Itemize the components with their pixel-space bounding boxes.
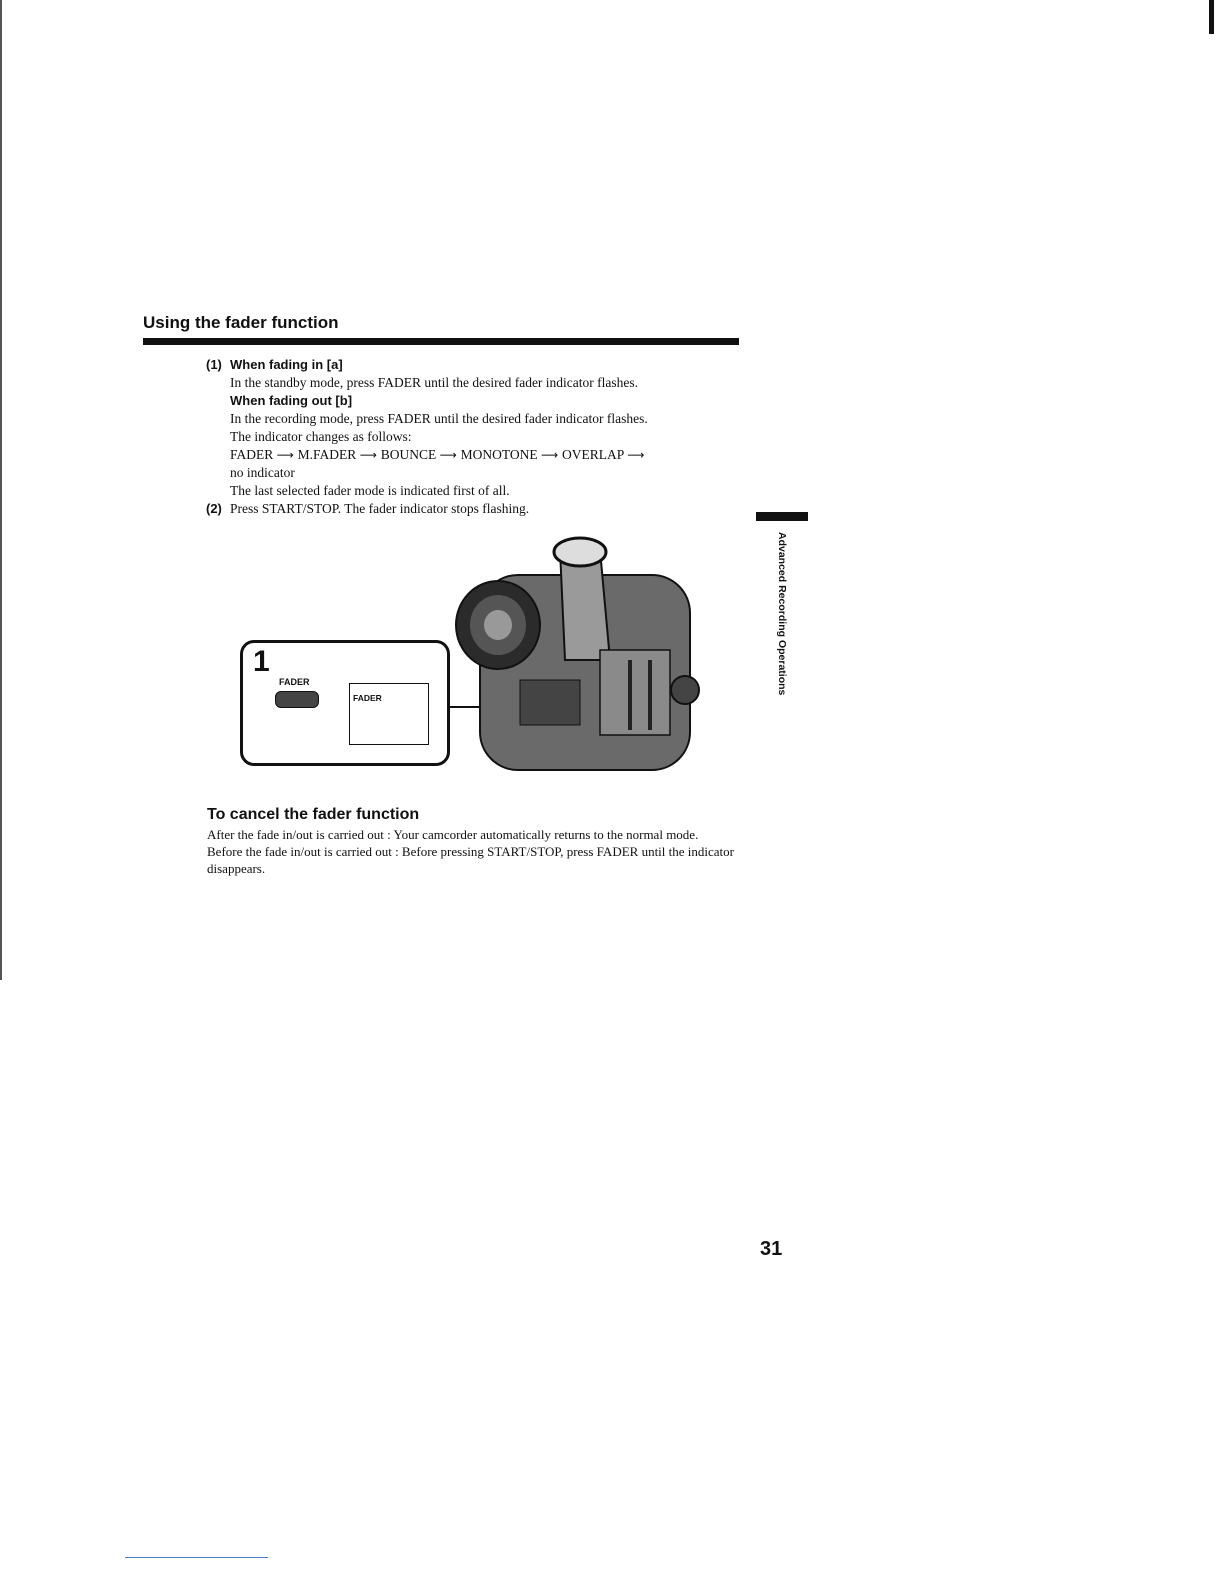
- sequence-item-none: no indicator: [230, 465, 295, 480]
- changes-intro: The indicator changes as follows:: [230, 429, 412, 444]
- sequence-item-monotone: MONOTONE: [460, 447, 538, 462]
- fader-figure: [240, 530, 700, 780]
- side-tab-label: Advanced Recording Operations: [776, 532, 788, 696]
- fader-button: [275, 691, 319, 708]
- sequence-item-fader: FADER: [230, 447, 274, 462]
- right-arrow-icon: ⟶: [627, 448, 645, 462]
- camcorder-illustration: [450, 530, 700, 780]
- side-tab-bar: [756, 512, 808, 521]
- sequence-item-mfader: M.FADER: [297, 447, 357, 462]
- step-2: [206, 500, 766, 518]
- sequence-item-bounce: BOUNCE: [380, 447, 437, 462]
- step-1-number: (1): [206, 357, 222, 372]
- fading-out-heading: When fading out [b]: [230, 393, 353, 408]
- cancel-after-text: After the fade in/out is carried out : Your camcorder automatically returns to the normal mode.: [207, 827, 699, 842]
- right-arrow-icon: ⟶: [276, 448, 298, 462]
- right-arrow-icon: ⟶: [359, 448, 381, 462]
- step-1: [206, 356, 766, 500]
- cancel-before-text: Before the fade in/out is carried out : Before pressing START/STOP, press FADER until the indicator disappears.: [207, 844, 734, 876]
- footer-rule: [125, 1557, 268, 1558]
- page-corner-mark: [1209, 0, 1214, 34]
- last-mode-note: The last selected fader mode is indicated first of all.: [230, 483, 510, 498]
- cancel-body: [207, 826, 752, 877]
- title-rule: [143, 338, 739, 345]
- fading-out-text: In the recording mode, press FADER until the desired fader indicator flashes.: [230, 411, 648, 426]
- section-title: Using the fader function: [143, 313, 339, 332]
- indicator-sequence: [230, 446, 766, 482]
- fading-in-text: In the standby mode, press FADER until the desired fader indicator flashes.: [230, 375, 639, 390]
- step-panel: [240, 640, 450, 766]
- step-2-number: (2): [206, 501, 222, 516]
- cancel-heading: To cancel the fader function: [207, 806, 420, 823]
- fader-button-label: FADER: [279, 677, 310, 687]
- fading-in-heading: When fading in [a]: [230, 357, 343, 372]
- page-edge-mark: [0, 0, 2, 980]
- right-arrow-icon: ⟶: [439, 448, 461, 462]
- page-number: 31: [760, 1238, 783, 1260]
- step-2-text: Press START/STOP. The fader indicator stops flashing.: [230, 501, 530, 516]
- panel-step-number: 1: [253, 645, 270, 678]
- sequence-item-overlap: OVERLAP: [562, 447, 624, 462]
- flashing-fader-indicator: FADER: [353, 693, 382, 703]
- viewfinder-screen: [349, 683, 429, 745]
- right-arrow-icon: ⟶: [541, 448, 563, 462]
- steps-list: [206, 356, 766, 518]
